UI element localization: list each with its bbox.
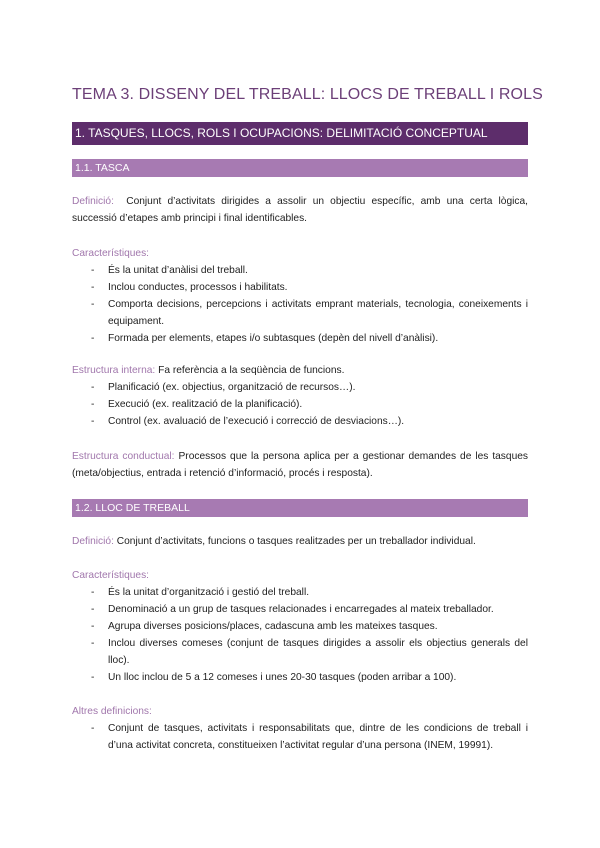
list-item: - Inclou conductes, processos i habilitats. — [91, 282, 288, 293]
internal-structure-text: Fa referència a la seqüència de funcions. — [158, 365, 345, 376]
behavioral-structure — [72, 448, 528, 482]
list-item: - És la unitat d’organització i gestió del treball. — [91, 587, 310, 598]
subsection-heading-lloc: 1.2. LLOC DE TREBALL — [72, 499, 528, 517]
list-item: - Control (ex. avaluació de l’execució i correcció de desviacions…). — [91, 416, 405, 427]
definition-text: Conjunt d’activitats, funcions o tasques realitzades per un treballador individual. — [116, 536, 476, 547]
list-item: - Comporta decisions, percepcions i activitats emprant materials, tecnologia, coneixements i equipament. — [91, 299, 528, 327]
list-item: - Conjunt de tasques, activitats i responsabilitats que, dintre de les condicions de treball i d’una activitat concreta, constitueixen l’activitat regular d’una persona (INEM, 19991). — [91, 723, 528, 751]
behavioral-structure-label: Estructura conductual: — [72, 451, 175, 462]
behavioral-structure-text: Processos que la persona aplica per a gestionar demandes de les tasques (meta/objectius, entrada i retenció d’informació, procés i resposta). — [72, 451, 528, 479]
lloc-characteristics-list — [72, 584, 528, 686]
list-item: - Execució (ex. realització de la planificació). — [91, 399, 303, 410]
lloc-characteristics-label: Característiques: — [72, 570, 150, 581]
other-definitions-list — [72, 720, 528, 754]
definition-label: Definició: — [72, 536, 114, 547]
definition-text: Conjunt d’activitats dirigides a assolir un objectiu específic, amb una certa lògica, successió d’etapes amb principi i final identificables. — [72, 196, 528, 224]
other-definitions-label: Altres definicions: — [72, 706, 152, 717]
internal-structure-list — [72, 379, 528, 430]
list-item: - Agrupa diverses posicions/places, cadascuna amb les mateixes tasques. — [91, 621, 438, 632]
list-item: - Planificació (ex. objectius, organització de recursos…). — [91, 382, 356, 393]
section-heading-1: 1. TASQUES, LLOCS, ROLS I OCUPACIONS: DELIMITACIÓ CONCEPTUAL — [72, 122, 528, 145]
internal-structure-label: Estructura interna: — [72, 365, 156, 376]
definition-label: Definició: — [72, 196, 114, 207]
document-title: TEMA 3. DISSENY DEL TREBALL: LLOCS DE TREBALL I ROLS — [72, 86, 543, 103]
list-item: - Denominació a un grup de tasques relacionades i encarregades al mateix treballador. — [91, 604, 494, 615]
subsection-heading-tasca: 1.1. TASCA — [72, 159, 528, 177]
tasca-characteristics-label: Característiques: — [72, 248, 150, 259]
tasca-definition — [72, 193, 528, 227]
list-item: - Formada per elements, etapes i/o subtasques (depèn del nivell d’anàlisi). — [91, 333, 439, 344]
internal-structure — [72, 362, 528, 379]
lloc-definition — [72, 533, 528, 550]
list-item: - Un lloc inclou de 5 a 12 comeses i unes 20-30 tasques (poden arribar a 100). — [91, 672, 457, 683]
list-item: - És la unitat d’anàlisi del treball. — [91, 265, 248, 276]
list-item: - Inclou diverses comeses (conjunt de tasques dirigides a assolir els objectius generals del lloc). — [91, 638, 528, 666]
tasca-characteristics-list — [72, 262, 528, 347]
